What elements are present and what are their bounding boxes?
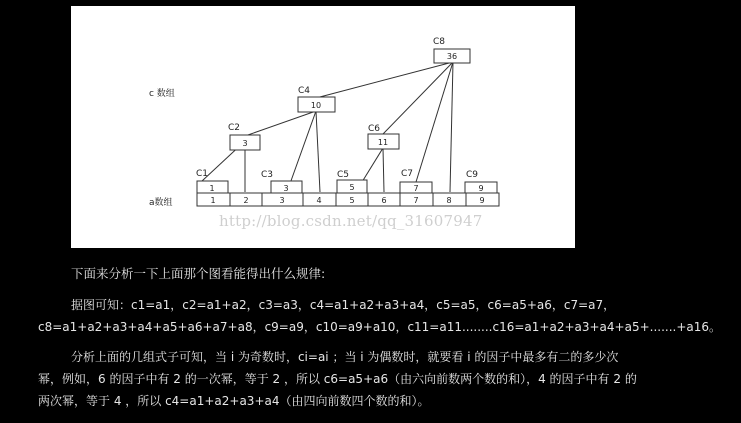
c1-label: C1: [196, 169, 209, 179]
c6-value: 11: [377, 138, 389, 147]
analysis-line-2: 幂，例如，6 的因子中有 2 的一次幂，等于 2 ，所以 c6=a5+a6（由六向前数两个数的和），4 的因子中有 2 的: [38, 372, 637, 386]
formula-line-1: 据图可知：c1=a1，c2=a1+a2，c3=a3，c4=a1+a2+a3+a4，c5=a5，c6=a5+a6，c7=a7，: [71, 298, 616, 312]
edge-c8-c6: [383, 62, 453, 134]
a-cell-6: 6: [381, 196, 387, 205]
edge-c6-a6: [383, 148, 384, 192]
c3-value: 3: [283, 184, 289, 193]
c8-value: 36: [446, 52, 458, 61]
formula-line-2: c8=a1+a2+a3+a4+a5+a6+a7+a8，c9=a9，c10=a9+a10，c11=a11........c16=a1+a2+a3+a4+a5+.......+a16。: [38, 320, 722, 334]
c4-value: 10: [310, 101, 322, 110]
a-array-label: a数组: [149, 198, 173, 208]
c4-label: C4: [298, 86, 311, 96]
edge-c4-a4: [316, 111, 320, 192]
edge-c6-c5: [362, 148, 383, 182]
c9-label: C9: [466, 170, 479, 180]
c8-label: C8: [433, 37, 446, 47]
analysis-line-3: 两次幂，等于 4 ，所以 c4=a1+a2+a3+a4（由四向前数四个数的和）。: [38, 394, 430, 408]
c5-value: 5: [349, 183, 355, 192]
c7-value: 7: [413, 184, 419, 193]
analysis-paragraph: [38, 346, 738, 412]
analysis-line-1: 分析上面的几组式子可知，当 i 为奇数时，ci=ai ；当 i 为偶数时，就要看 i 的因子中最多有二的多少次: [71, 350, 619, 364]
c6-label: C6: [368, 124, 381, 134]
formula-paragraph: [38, 294, 738, 338]
edge-c8-c4: [316, 62, 453, 98]
edge-c4-c2: [245, 111, 316, 136]
fenwick-tree-diagram: [71, 6, 575, 248]
a-cell-4: 4: [316, 196, 322, 205]
c9-value: 9: [478, 184, 484, 193]
c2-label: C2: [228, 123, 241, 133]
c5-label: C5: [337, 170, 350, 180]
intro-text: 下面来分析一下上面那个图看能得出什么规律:: [71, 266, 326, 281]
a-cell-8: 8: [446, 196, 452, 205]
edge-c8-a8: [450, 62, 453, 192]
a-array-row: [197, 193, 499, 206]
a-cell-7: 7: [413, 196, 419, 205]
edge-c8-c7: [416, 62, 453, 182]
a-cell-1: 1: [210, 196, 216, 205]
a-cell-9: 9: [479, 196, 485, 205]
c3-label: C3: [261, 170, 274, 180]
c-array-label: c 数组: [149, 89, 175, 99]
a-cell-3: 3: [279, 196, 285, 205]
c2-value: 3: [242, 139, 248, 148]
c1-value: 1: [209, 184, 215, 193]
a-cell-2: 2: [243, 196, 249, 205]
watermark-url: http://blog.csdn.net/qq_31607947: [219, 212, 483, 230]
a-cell-5: 5: [349, 196, 355, 205]
edge-c4-c3: [287, 111, 316, 192]
c7-label: C7: [401, 169, 414, 179]
